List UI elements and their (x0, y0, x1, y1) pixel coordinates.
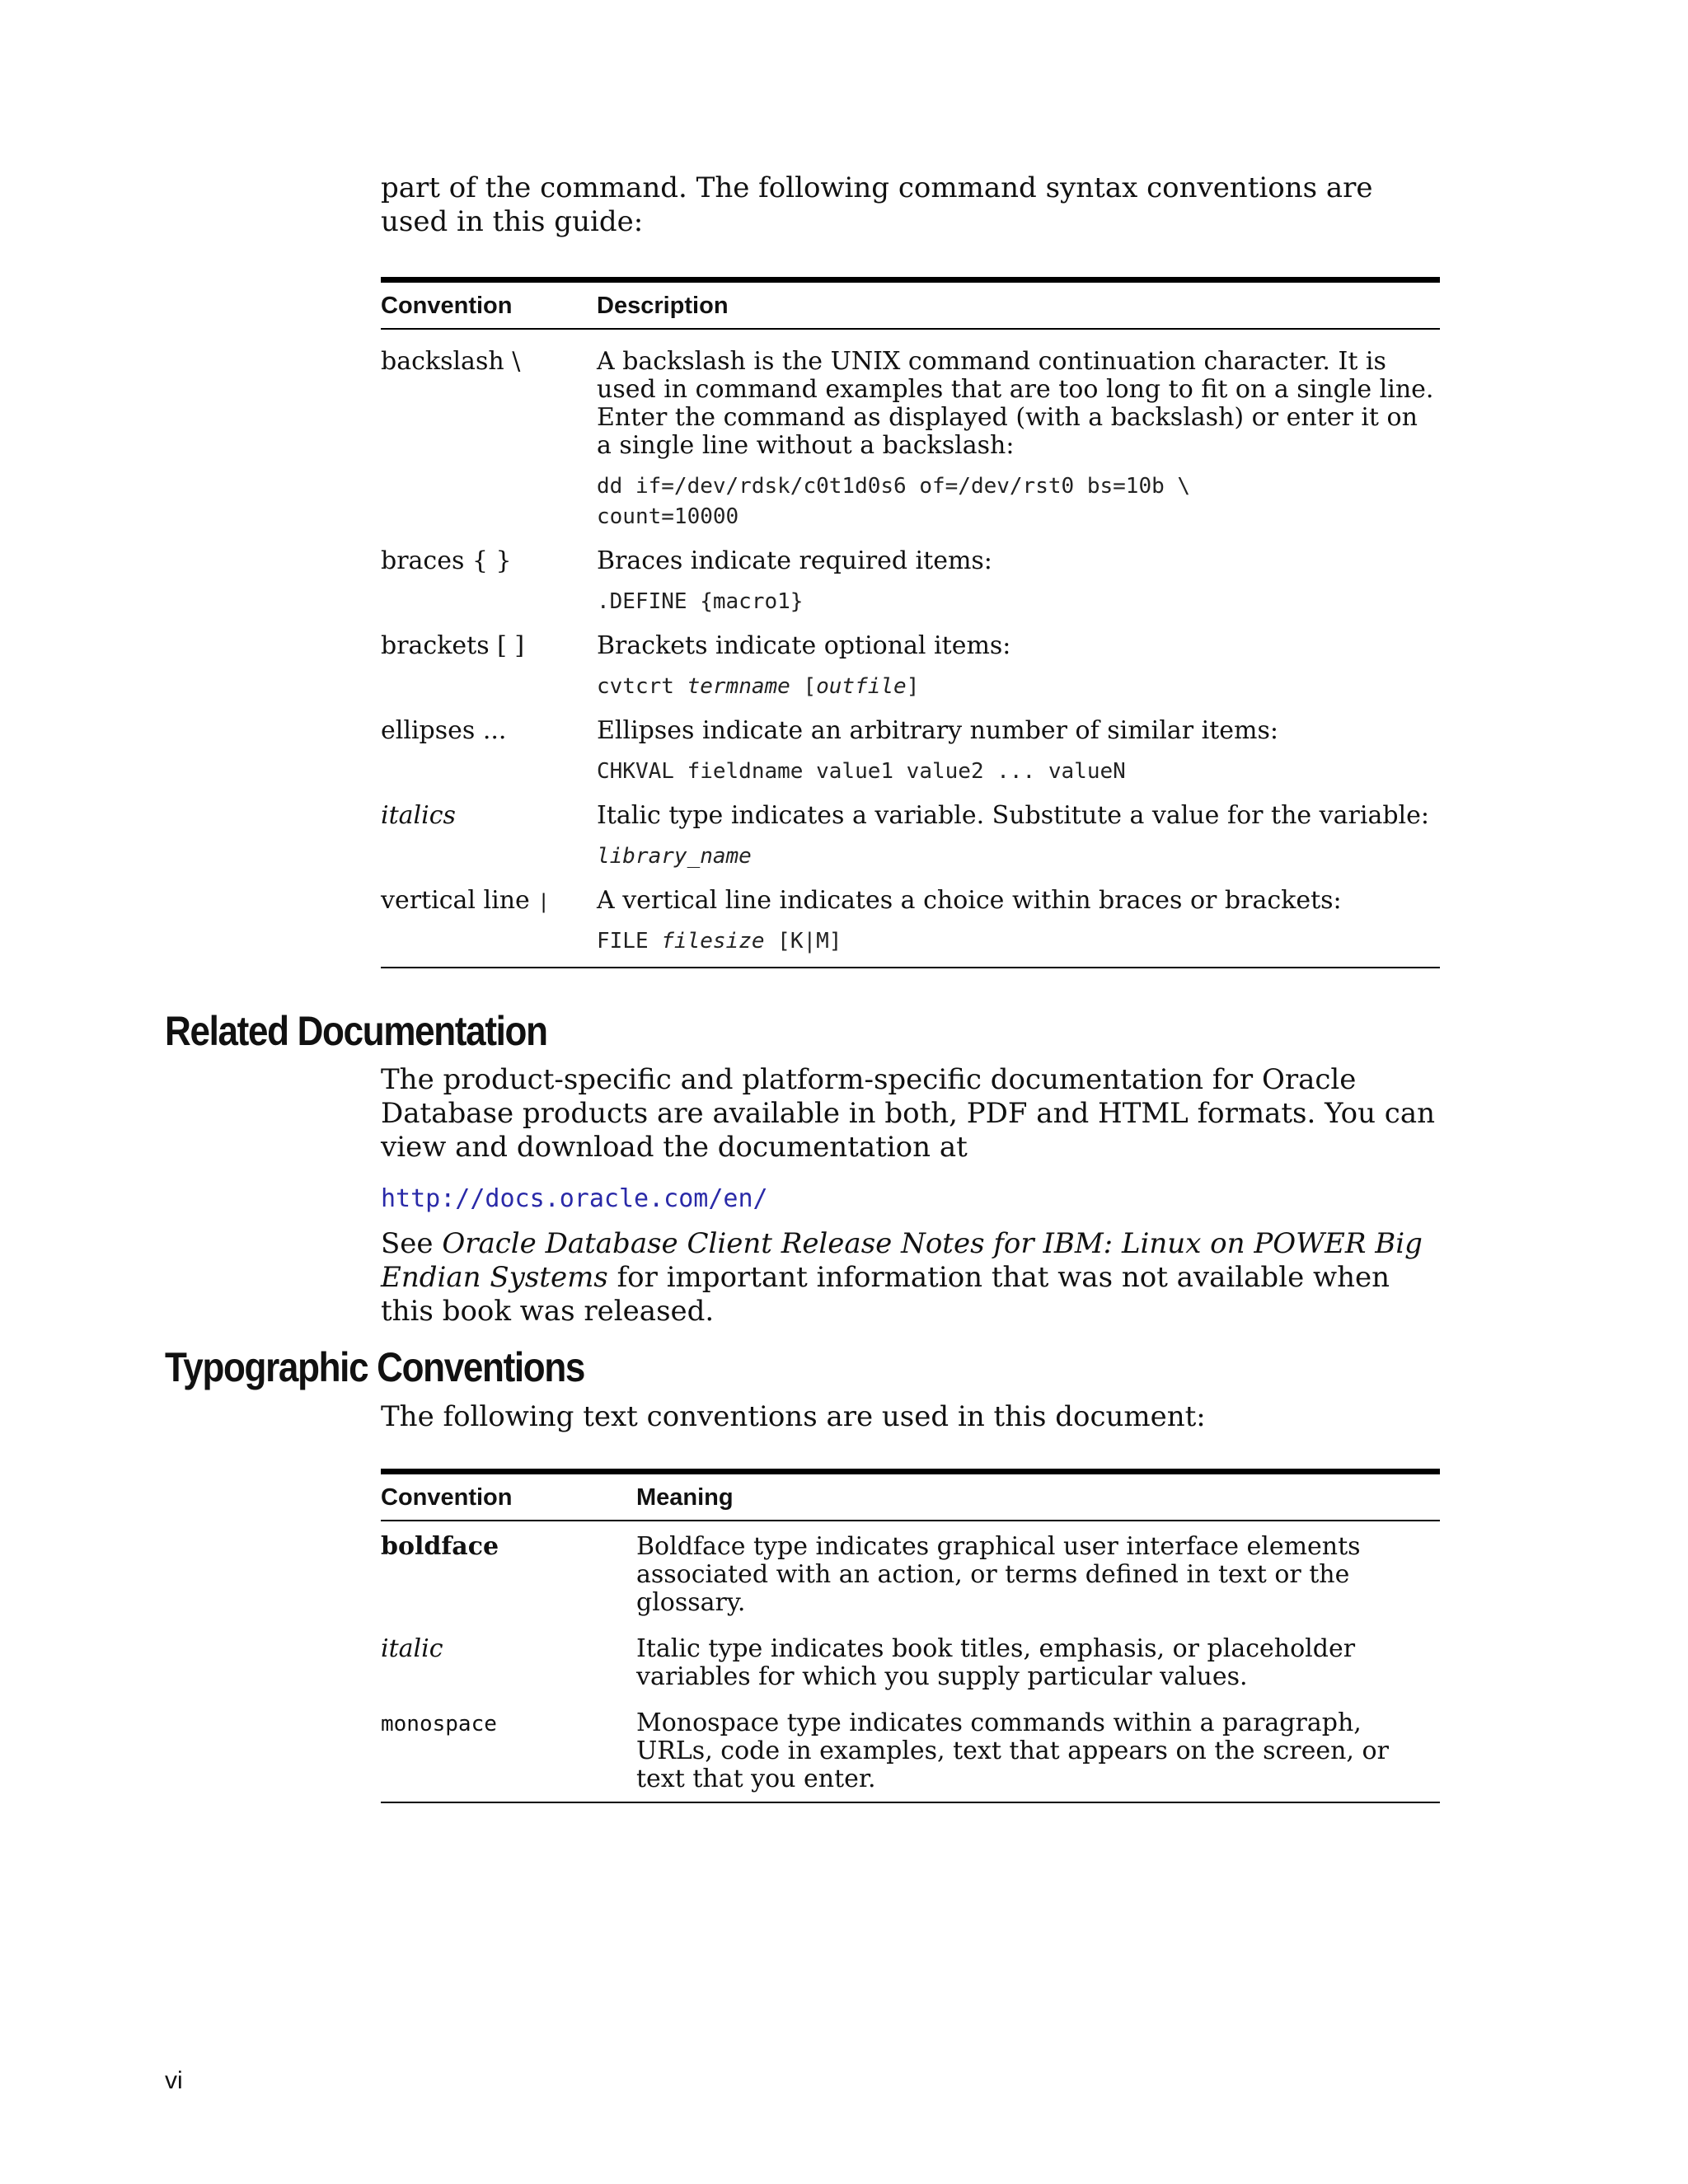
typographic-intro: The following text conventions are used in this document: (381, 1400, 1206, 1433)
code-variable: outfile (816, 674, 907, 699)
code-text: ] (906, 674, 920, 699)
text-conventions-table (381, 1469, 1440, 1803)
table-row (381, 1617, 1440, 1691)
text-run: for important information that was not available when this book was released. (381, 1261, 1390, 1328)
meaning-cell: Monospace type indicates commands within a paragraph, URLs, code in examples, text that appears on the screen, or text that you enter. (636, 1691, 1440, 1802)
text-run: See (381, 1227, 443, 1260)
related-documentation-section (381, 1063, 1440, 1329)
code-example (597, 672, 1440, 702)
description-cell (597, 617, 1440, 702)
convention-cell (381, 1691, 636, 1802)
syntax-conventions-table (381, 277, 1440, 968)
page-number: vi (165, 2067, 183, 2094)
code-text: FILE (597, 929, 662, 954)
convention-cell: braces { } (381, 546, 512, 575)
code-example (597, 926, 1440, 957)
description-text: A vertical line indicates a choice within braces or brackets: (597, 886, 1342, 915)
description-text: A backslash is the UNIX command continuation character. It is used in command examples that are too long to fit on a single line. Enter the command as displayed (with a backslash) or enter it on a single line without a backslash: (597, 347, 1434, 460)
table-row (381, 329, 1440, 532)
table-row (381, 787, 1440, 872)
code-variable: termname (687, 674, 790, 699)
convention-cell (381, 872, 597, 968)
convention-cell: ellipses ... (381, 716, 507, 745)
docs-link[interactable]: http://docs.oracle.com/en/ (381, 1184, 768, 1213)
code-text: [ (790, 674, 817, 699)
typographic-conventions-section (381, 1400, 1440, 1434)
table-row (381, 532, 1440, 617)
code-line: dd if=/dev/rdsk/c0t1d0s6 of=/dev/rst0 bs=10b \ (597, 474, 1191, 499)
convention-cell: italics (381, 801, 456, 830)
table-row (381, 702, 1440, 787)
col-header-convention: Convention (381, 280, 597, 330)
meaning-cell: Italic type indicates book titles, emphasis, or placeholder variables for which you supply particular values. (636, 1634, 1356, 1691)
convention-cell: boldface (381, 1532, 499, 1561)
description-text: Braces indicate required items: (597, 546, 992, 575)
convention-text: vertical line (381, 886, 538, 915)
typographic-conventions-heading: Typographic Conventions (165, 1344, 585, 1390)
description-cell (597, 329, 1440, 532)
description-text: Brackets indicate optional items: (597, 631, 1011, 660)
code-text: [K|M] (764, 929, 842, 954)
book-title: Oracle Database Client Release Notes for IBM: Linux on POWER Big Endian Systems (381, 1227, 1423, 1294)
text-conventions-table-wrap (381, 1469, 1440, 1803)
col-header-description: Description (597, 280, 1440, 330)
convention-cell: italic (381, 1634, 443, 1663)
convention-cell: backslash \ (381, 347, 521, 376)
convention-text: monospace (381, 1712, 497, 1736)
related-paragraph: The product-specific and platform-specific documentation for Oracle Database products are available in both, PDF and HTML formats. You can view and download the documentation at (381, 1063, 1435, 1164)
code-line: count=10000 (597, 504, 739, 529)
table-row (381, 617, 1440, 702)
description-text: Ellipses indicate an arbitrary number of similar items: (597, 716, 1278, 745)
related-documentation-heading: Related Documentation (165, 1008, 547, 1054)
code-example: library_name (597, 844, 752, 869)
code-example (597, 471, 1440, 532)
col-header-meaning: Meaning (636, 1472, 1440, 1521)
code-example: .DEFINE {macro1} (597, 589, 804, 614)
table-row (381, 1691, 1440, 1802)
description-cell (597, 532, 1440, 617)
table-row (381, 1521, 1440, 1617)
code-text: cvtcrt (597, 674, 687, 699)
description-text: Italic type indicates a variable. Substitute a value for the variable: (597, 801, 1429, 830)
intro-paragraph: part of the command. The following command syntax conventions are used in this guide: (381, 171, 1373, 238)
table-row (381, 872, 1440, 968)
col-header-convention: Convention (381, 1472, 636, 1521)
convention-symbol: | (537, 890, 550, 913)
description-cell (597, 787, 1440, 872)
code-example: CHKVAL fieldname value1 value2 ... valueN (597, 759, 1126, 784)
meaning-cell: Boldface type indicates graphical user interface elements associated with an action, or terms defined in text or the glossary. (636, 1532, 1361, 1617)
description-cell (597, 702, 1440, 787)
convention-cell: brackets [ ] (381, 631, 525, 660)
description-cell (597, 872, 1440, 968)
code-variable: filesize (661, 929, 765, 954)
syntax-conventions-table-wrap (381, 277, 1440, 968)
release-notes-paragraph (381, 1227, 1440, 1329)
